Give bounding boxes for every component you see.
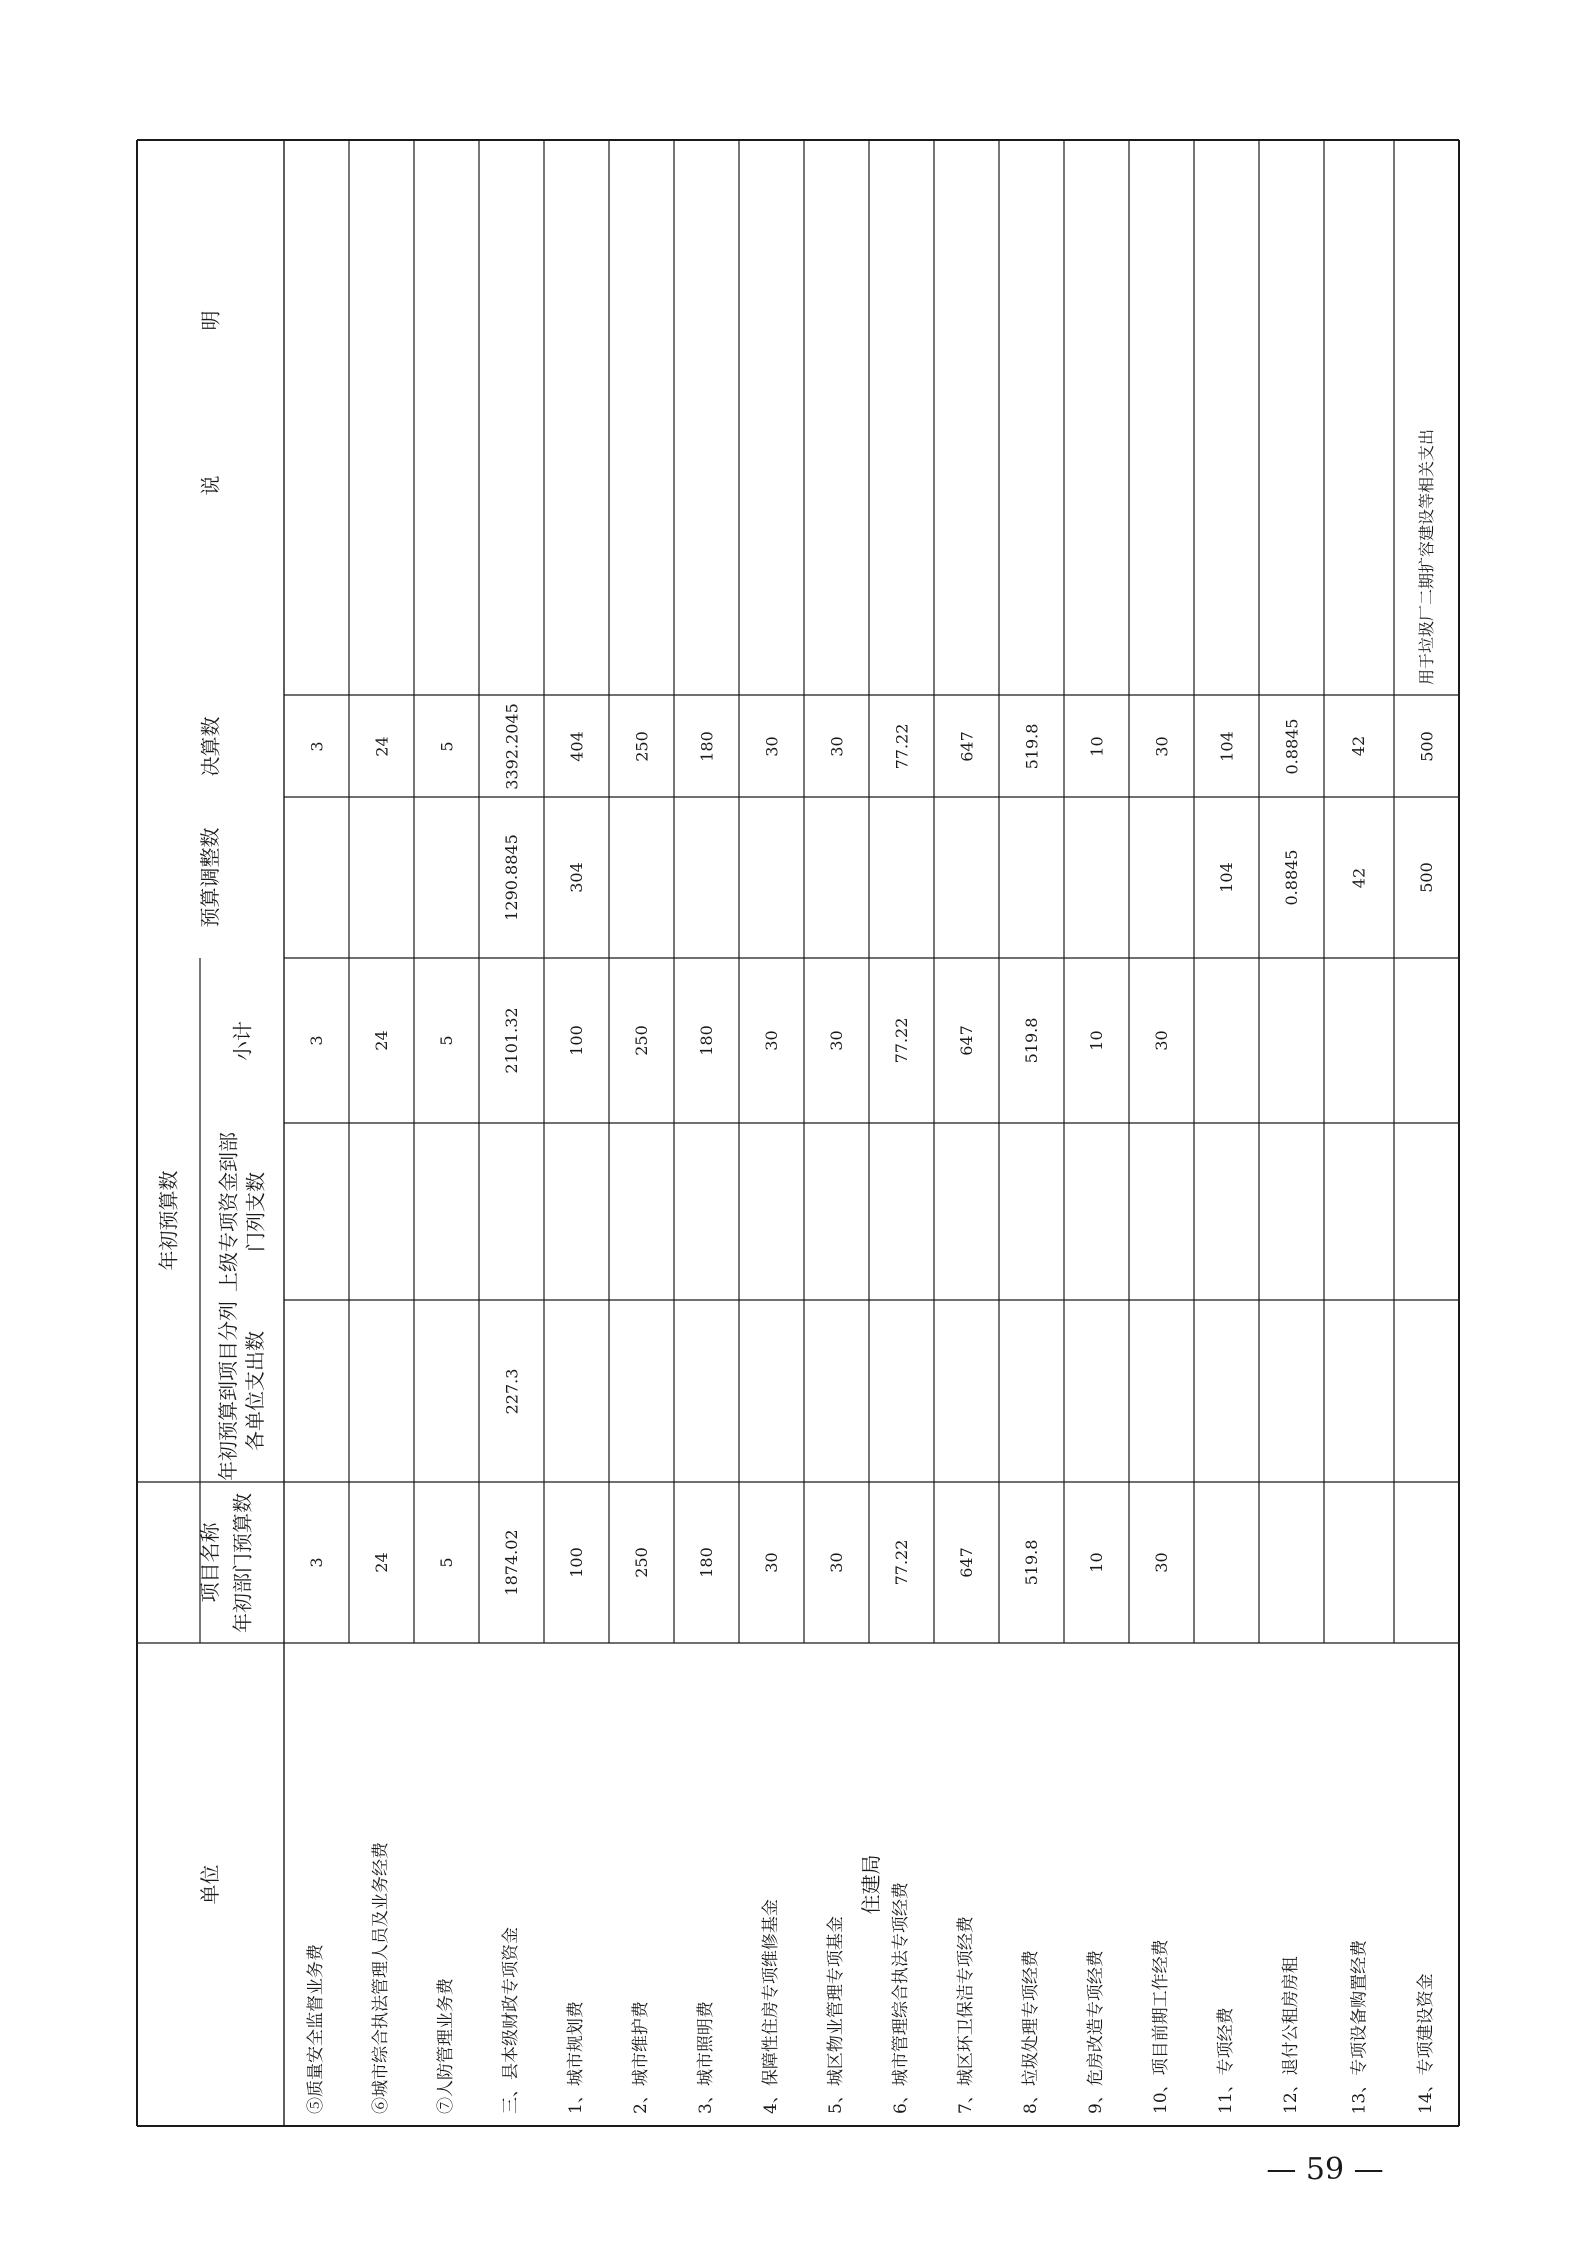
- row-project-name: 3、城市照明费: [696, 2001, 717, 2114]
- row-project-alloc: [1064, 1300, 1129, 1482]
- row-note: [284, 140, 349, 695]
- row-subtotal: 24: [371, 1030, 391, 1051]
- row-adjustment: [869, 797, 934, 958]
- row-note: [414, 140, 479, 695]
- row-adjustment: [739, 797, 804, 958]
- dept-budget-header: 年初部门预算数: [229, 1492, 254, 1633]
- row-dept-budget: 250: [631, 1547, 651, 1578]
- row-upper-funds: [544, 1123, 609, 1300]
- row-subtotal: 250: [631, 1025, 651, 1056]
- row-upper-funds: [414, 1123, 479, 1300]
- row-dept-budget: 10: [1086, 1552, 1106, 1573]
- row-note: [869, 140, 934, 695]
- row-adjustment: [804, 797, 869, 958]
- row-final: 42: [1349, 735, 1369, 757]
- row-dept-budget: 24: [371, 1552, 391, 1573]
- row-adjustment: [1129, 797, 1194, 958]
- row-final: 500: [1416, 730, 1436, 762]
- row-final: 24: [371, 735, 391, 757]
- row-upper-funds: [934, 1123, 999, 1300]
- row-project-alloc: [544, 1300, 609, 1482]
- project-alloc-header: 年初预算到项目分列各单位支出数: [216, 1301, 267, 1481]
- row-final: 77.22: [891, 723, 911, 769]
- project-name-header: 项目名称: [198, 1522, 222, 1603]
- row-dept-budget: 1874.02: [501, 1529, 521, 1596]
- row-upper-funds: [674, 1123, 739, 1300]
- row-project-name: 8、垃圾处理专项经费: [1021, 1950, 1042, 2114]
- row-adjustment: 104: [1216, 862, 1236, 893]
- row-dept-budget: 3: [306, 1557, 326, 1568]
- note-header-a: 说: [198, 475, 222, 495]
- row-note: 用于垃圾厂二期扩容建设等相关支出: [1416, 428, 1436, 685]
- adjustment-header: 预算调整数: [198, 827, 222, 928]
- row-adjustment: 304: [566, 862, 586, 893]
- row-upper-funds: [1064, 1123, 1129, 1300]
- row-project-alloc: [414, 1300, 479, 1482]
- row-upper-funds: [609, 1123, 674, 1300]
- initial-budget-header: 年初预算数: [156, 1170, 180, 1270]
- row-dept-budget: [1194, 1482, 1259, 1643]
- row-adjustment: 500: [1416, 862, 1436, 893]
- row-note: [1259, 140, 1324, 695]
- row-dept-budget: 180: [696, 1547, 716, 1578]
- row-project-alloc: [1324, 1300, 1394, 1482]
- row-note: [739, 140, 804, 695]
- unit-cell: 住建局: [859, 1854, 883, 1915]
- row-project-name: 2、城市维护费: [631, 2001, 652, 2114]
- row-note: [1324, 140, 1394, 695]
- row-final: 404: [566, 730, 586, 762]
- row-subtotal: 30: [761, 1030, 781, 1051]
- row-subtotal: 180: [696, 1025, 716, 1056]
- row-note: [804, 140, 869, 695]
- row-project-name: 1、城市规划费: [566, 2001, 587, 2114]
- row-note: [1064, 140, 1129, 695]
- row-adjustment: 0.8845: [1281, 849, 1301, 906]
- row-final: 180: [696, 730, 716, 762]
- page-number: — 59 —: [1266, 2152, 1384, 2187]
- row-project-name: 11、专项经费: [1216, 2007, 1237, 2114]
- unit-header: 单位: [198, 1864, 222, 1905]
- row-subtotal: 10: [1086, 1030, 1106, 1051]
- row-subtotal: 30: [826, 1030, 846, 1051]
- row-final: 0.8845: [1281, 718, 1301, 774]
- row-adjustment: [284, 797, 349, 958]
- row-project-name: 13、专项设备购置经费: [1348, 1939, 1369, 2114]
- row-project-alloc: [674, 1300, 739, 1482]
- row-final: 30: [761, 735, 781, 757]
- row-project-alloc: [349, 1300, 414, 1482]
- row-upper-funds: [284, 1123, 349, 1300]
- row-dept-budget: [1394, 1482, 1459, 1643]
- row-adjustment: [674, 797, 739, 958]
- row-final: 5: [436, 740, 456, 752]
- row-subtotal: 100: [566, 1025, 586, 1056]
- row-upper-funds: [869, 1123, 934, 1300]
- row-project-name: 10、项目前期工作经费: [1151, 1939, 1172, 2114]
- row-note: [934, 140, 999, 695]
- row-subtotal: 77.22: [891, 1017, 911, 1064]
- row-project-alloc: [934, 1300, 999, 1482]
- row-subtotal: 5: [436, 1035, 456, 1046]
- final-header: 决算数: [198, 716, 222, 776]
- row-subtotal: 519.8: [1021, 1017, 1041, 1064]
- row-upper-funds: [349, 1123, 414, 1300]
- row-project-alloc: [1259, 1300, 1324, 1482]
- row-upper-funds: [479, 1123, 544, 1300]
- row-upper-funds: [999, 1123, 1064, 1300]
- row-note: [1194, 140, 1259, 695]
- row-project-alloc: [869, 1300, 934, 1482]
- row-project-name: 6、城市管理综合执法专项经费: [891, 1882, 912, 2114]
- row-project-name: 9、危房改造专项经费: [1086, 1950, 1107, 2114]
- row-dept-budget: 519.8: [1021, 1539, 1041, 1586]
- row-note: [1129, 140, 1194, 695]
- row-subtotal: [1194, 958, 1259, 1123]
- row-note: [999, 140, 1064, 695]
- row-final: 3392.2045: [501, 702, 521, 790]
- row-project-name: 三、县本级财政专项资金: [501, 1927, 522, 2114]
- row-final: 104: [1216, 730, 1236, 762]
- row-final: 647: [956, 730, 976, 762]
- row-adjustment: 1290.8845: [501, 834, 521, 921]
- row-project-alloc: [1194, 1300, 1259, 1482]
- row-upper-funds: [1194, 1123, 1259, 1300]
- row-adjustment: [934, 797, 999, 958]
- row-subtotal: 2101.32: [501, 1007, 521, 1074]
- row-note: [349, 140, 414, 695]
- row-subtotal: 3: [306, 1035, 326, 1046]
- row-project-name: ⑤质量安全监督业务费: [306, 1944, 327, 2114]
- row-project-alloc: [1129, 1300, 1194, 1482]
- row-note: [544, 140, 609, 695]
- row-subtotal: [1394, 958, 1459, 1123]
- row-project-alloc: [609, 1300, 674, 1482]
- row-project-alloc: [284, 1300, 349, 1482]
- row-note: [479, 140, 544, 695]
- row-dept-budget: 77.22: [891, 1539, 911, 1586]
- row-project-name: 12、退付公租房房租: [1281, 1956, 1302, 2114]
- row-final: 30: [826, 735, 846, 757]
- row-adjustment: [1064, 797, 1129, 958]
- row-final: 10: [1086, 735, 1106, 757]
- row-project-alloc: [1394, 1300, 1459, 1482]
- row-dept-budget: 30: [826, 1552, 846, 1573]
- row-project-name: ⑥城市综合执法管理人员及业务经费: [371, 1842, 392, 2114]
- row-dept-budget: [1259, 1482, 1324, 1643]
- row-final: 250: [631, 730, 651, 762]
- row-dept-budget: 100: [566, 1547, 586, 1578]
- row-subtotal: 30: [1151, 1030, 1171, 1051]
- row-upper-funds: [1129, 1123, 1194, 1300]
- row-project-alloc: 227.3: [501, 1368, 521, 1414]
- subtotal-header: 小计: [229, 1020, 254, 1061]
- row-project-alloc: [804, 1300, 869, 1482]
- row-project-name: 5、城区物业管理专项基金: [826, 1916, 847, 2114]
- row-subtotal: [1259, 958, 1324, 1123]
- row-adjustment: [414, 797, 479, 958]
- row-dept-budget: 5: [436, 1557, 456, 1568]
- row-adjustment: [609, 797, 674, 958]
- row-dept-budget: 647: [956, 1547, 976, 1578]
- note-header-b: 明: [198, 310, 222, 330]
- row-upper-funds: [1324, 1123, 1394, 1300]
- row-adjustment: [349, 797, 414, 958]
- row-project-name: 14、专项建设资金: [1416, 1973, 1437, 2114]
- row-project-name: 7、城区环卫保洁专项经费: [956, 1916, 977, 2114]
- row-upper-funds: [804, 1123, 869, 1300]
- row-project-name: ⑦人防管理业务费: [436, 1978, 457, 2114]
- row-note: [674, 140, 739, 695]
- row-dept-budget: 30: [761, 1552, 781, 1573]
- row-upper-funds: [1394, 1123, 1459, 1300]
- row-final: 30: [1151, 735, 1171, 757]
- row-project-name: 4、保障性住房专项维修基金: [761, 1899, 782, 2114]
- row-adjustment: [999, 797, 1064, 958]
- upper-funds-header: 上级专项资金到部门列支数: [216, 1131, 267, 1292]
- row-subtotal: [1324, 958, 1394, 1123]
- row-note: [609, 140, 674, 695]
- row-upper-funds: [1259, 1123, 1324, 1300]
- row-final: 519.8: [1021, 723, 1041, 769]
- row-project-alloc: [739, 1300, 804, 1482]
- row-project-alloc: [999, 1300, 1064, 1482]
- row-upper-funds: [739, 1123, 804, 1300]
- row-subtotal: 647: [956, 1025, 976, 1056]
- row-adjustment: 42: [1349, 867, 1369, 888]
- row-dept-budget: 30: [1151, 1552, 1171, 1573]
- row-final: 3: [306, 740, 326, 752]
- row-dept-budget: [1324, 1482, 1394, 1643]
